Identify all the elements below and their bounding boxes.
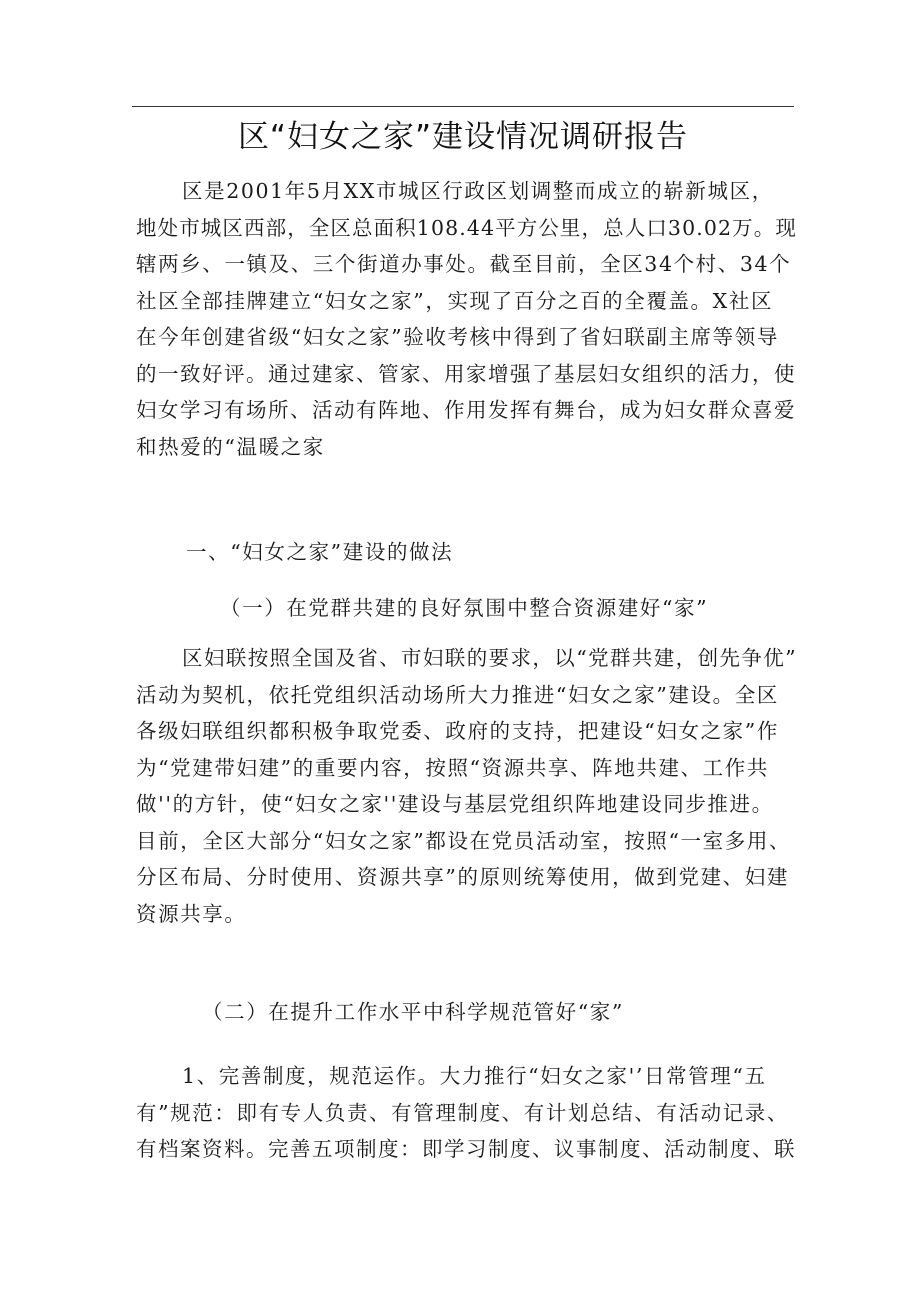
intro-line: 妇女学习有场所、活动有阵地、作用发挥有舞台，成为妇女群众喜爱 [136,398,796,422]
paragraph-line: 各级妇联组织都积极争取党委、政府的支持，把建设“妇女之家”作 [136,719,779,743]
document-title: 区“妇女之家”建设情况调研报告 [237,119,689,155]
intro-paragraph [136,173,798,465]
paragraph-line: 做''的方针，使“妇女之家''建设与基层党组织阵地建设同步推进。 [136,792,774,816]
paragraph-line: 区妇联按照全国及省、市妇联的要求，以“党群共建，创先争优” [182,646,798,670]
header-rule [132,106,794,107]
paragraph-line: 活动为契机，依托党组织活动场所大力推进“妇女之家”建设。全区 [136,682,779,707]
paragraph-line: 为“党建带妇建”的重要内容，按照“资源共享、阵地共建、工作共 [136,755,769,780]
paragraph-line: 分区布局、分时使用、资源共享”的原则统筹使用，做到党建、妇建 [136,865,789,889]
subsection-heading-1: （一）在党群共建的良好氛围中整合资源建好“家” [220,596,709,620]
subsection-2-paragraph [136,1058,798,1168]
paragraph-line: 1、完善制度，规范运作。大力推行“妇女之家'’日常管理“五 [182,1064,767,1088]
subsection-heading-2: （二）在提升工作水平中科学规范管好“家” [202,1000,624,1024]
intro-line: 区是2001年5月XX市城区行政区划调整而成立的崭新城区， [182,179,774,203]
intro-line: 在今年创建省级“妇女之家”验收考核中得到了省妇联副主席等领导 [136,325,779,349]
intro-line: 地处市城区西部，全区总面积108.44平方公里，总人口30.02万。现 [136,215,797,240]
paragraph-line: 有档案资料。完善五项制度：即学习制度、议事制度、活动制度、联 [136,1137,796,1161]
subsection-1-paragraph [136,640,798,932]
section-heading-1: 一、“妇女之家”建设的做法 [186,540,454,564]
intro-line: 的一致好评。通过建家、管家、用家增强了基层妇女组织的活力，使 [136,361,796,386]
intro-line: 和热爱的“温暖之家 [136,434,325,459]
intro-line: 辖两乡、一镇及、三个街道办事处。截至目前，全区34个村、34个 [136,252,792,276]
intro-line: 社区全部挂牌建立“妇女之家”，实现了百分之百的全覆盖。X社区 [136,288,774,313]
paragraph-line: 资源共享。 [136,901,247,926]
paragraph-line: 目前，全区大部分“妇女之家”都设在党员活动室，按照“一室多用、 [136,828,792,853]
paragraph-line: 有”规范：即有专人负责、有管理制度、有计划总结、有活动记录、 [136,1100,789,1125]
